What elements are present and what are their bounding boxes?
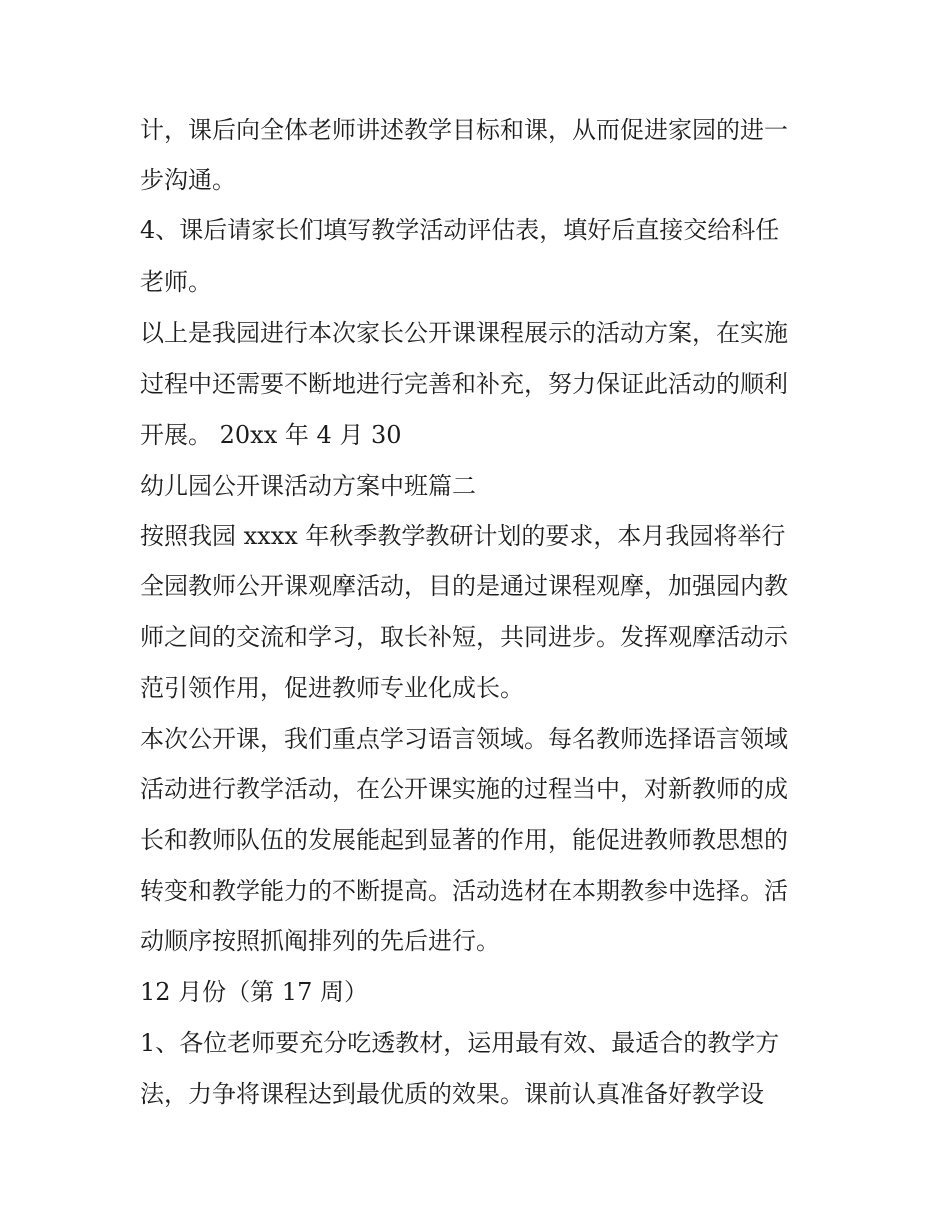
text-line: 师之间的交流和学习，取长补短，共同进步。发挥观摩活动示 bbox=[140, 623, 788, 651]
text-line: 范引领作用，促进教师专业化成长。 bbox=[140, 674, 524, 702]
text-line: 长和教师队伍的发展能起到显著的作用，能促进教师教思想的 bbox=[140, 826, 788, 854]
text-line: 按照我园 xxxx 年秋季教学教研计划的要求，本月我园将举行 bbox=[140, 522, 786, 550]
text-line: 全园教师公开课观摩活动，目的是通过课程观摩，加强园内教 bbox=[140, 572, 788, 600]
section-heading: 幼儿园公开课活动方案中班篇二 bbox=[140, 472, 476, 500]
text-line: 开展。 20xx 年 4 月 30 bbox=[140, 421, 402, 449]
text-line: 法，力争将课程达到最优质的效果。课前认真准备好教学设 bbox=[140, 1080, 764, 1108]
text-line: 动顺序按照抓阄排列的先后进行。 bbox=[140, 927, 500, 955]
text-line: 计，课后向全体老师讲述教学目标和课，从而促进家园的进一 bbox=[140, 116, 788, 144]
text-line: 转变和教学能力的不断提高。活动选材在本期教参中选择。活 bbox=[140, 877, 788, 905]
text-line: 步沟通。 bbox=[140, 166, 236, 194]
text-line: 12 月份（第 17 周） bbox=[140, 978, 368, 1006]
text-line: 4、课后请家长们填写教学活动评估表，填好后直接交给科任 bbox=[140, 216, 780, 244]
text-line: 老师。 bbox=[140, 268, 212, 296]
text-line: 本次公开课，我们重点学习语言领域。每名教师选择语言领域 bbox=[140, 725, 788, 753]
text-line: 活动进行教学活动，在公开课实施的过程当中，对新教师的成 bbox=[140, 775, 788, 803]
text-line: 过程中还需要不断地进行完善和补充，努力保证此活动的顺利 bbox=[140, 370, 788, 398]
text-line: 以上是我园进行本次家长公开课课程展示的活动方案，在实施 bbox=[140, 319, 788, 347]
text-line: 1、各位老师要充分吃透教材，运用最有效、最适合的教学方 bbox=[140, 1029, 780, 1057]
